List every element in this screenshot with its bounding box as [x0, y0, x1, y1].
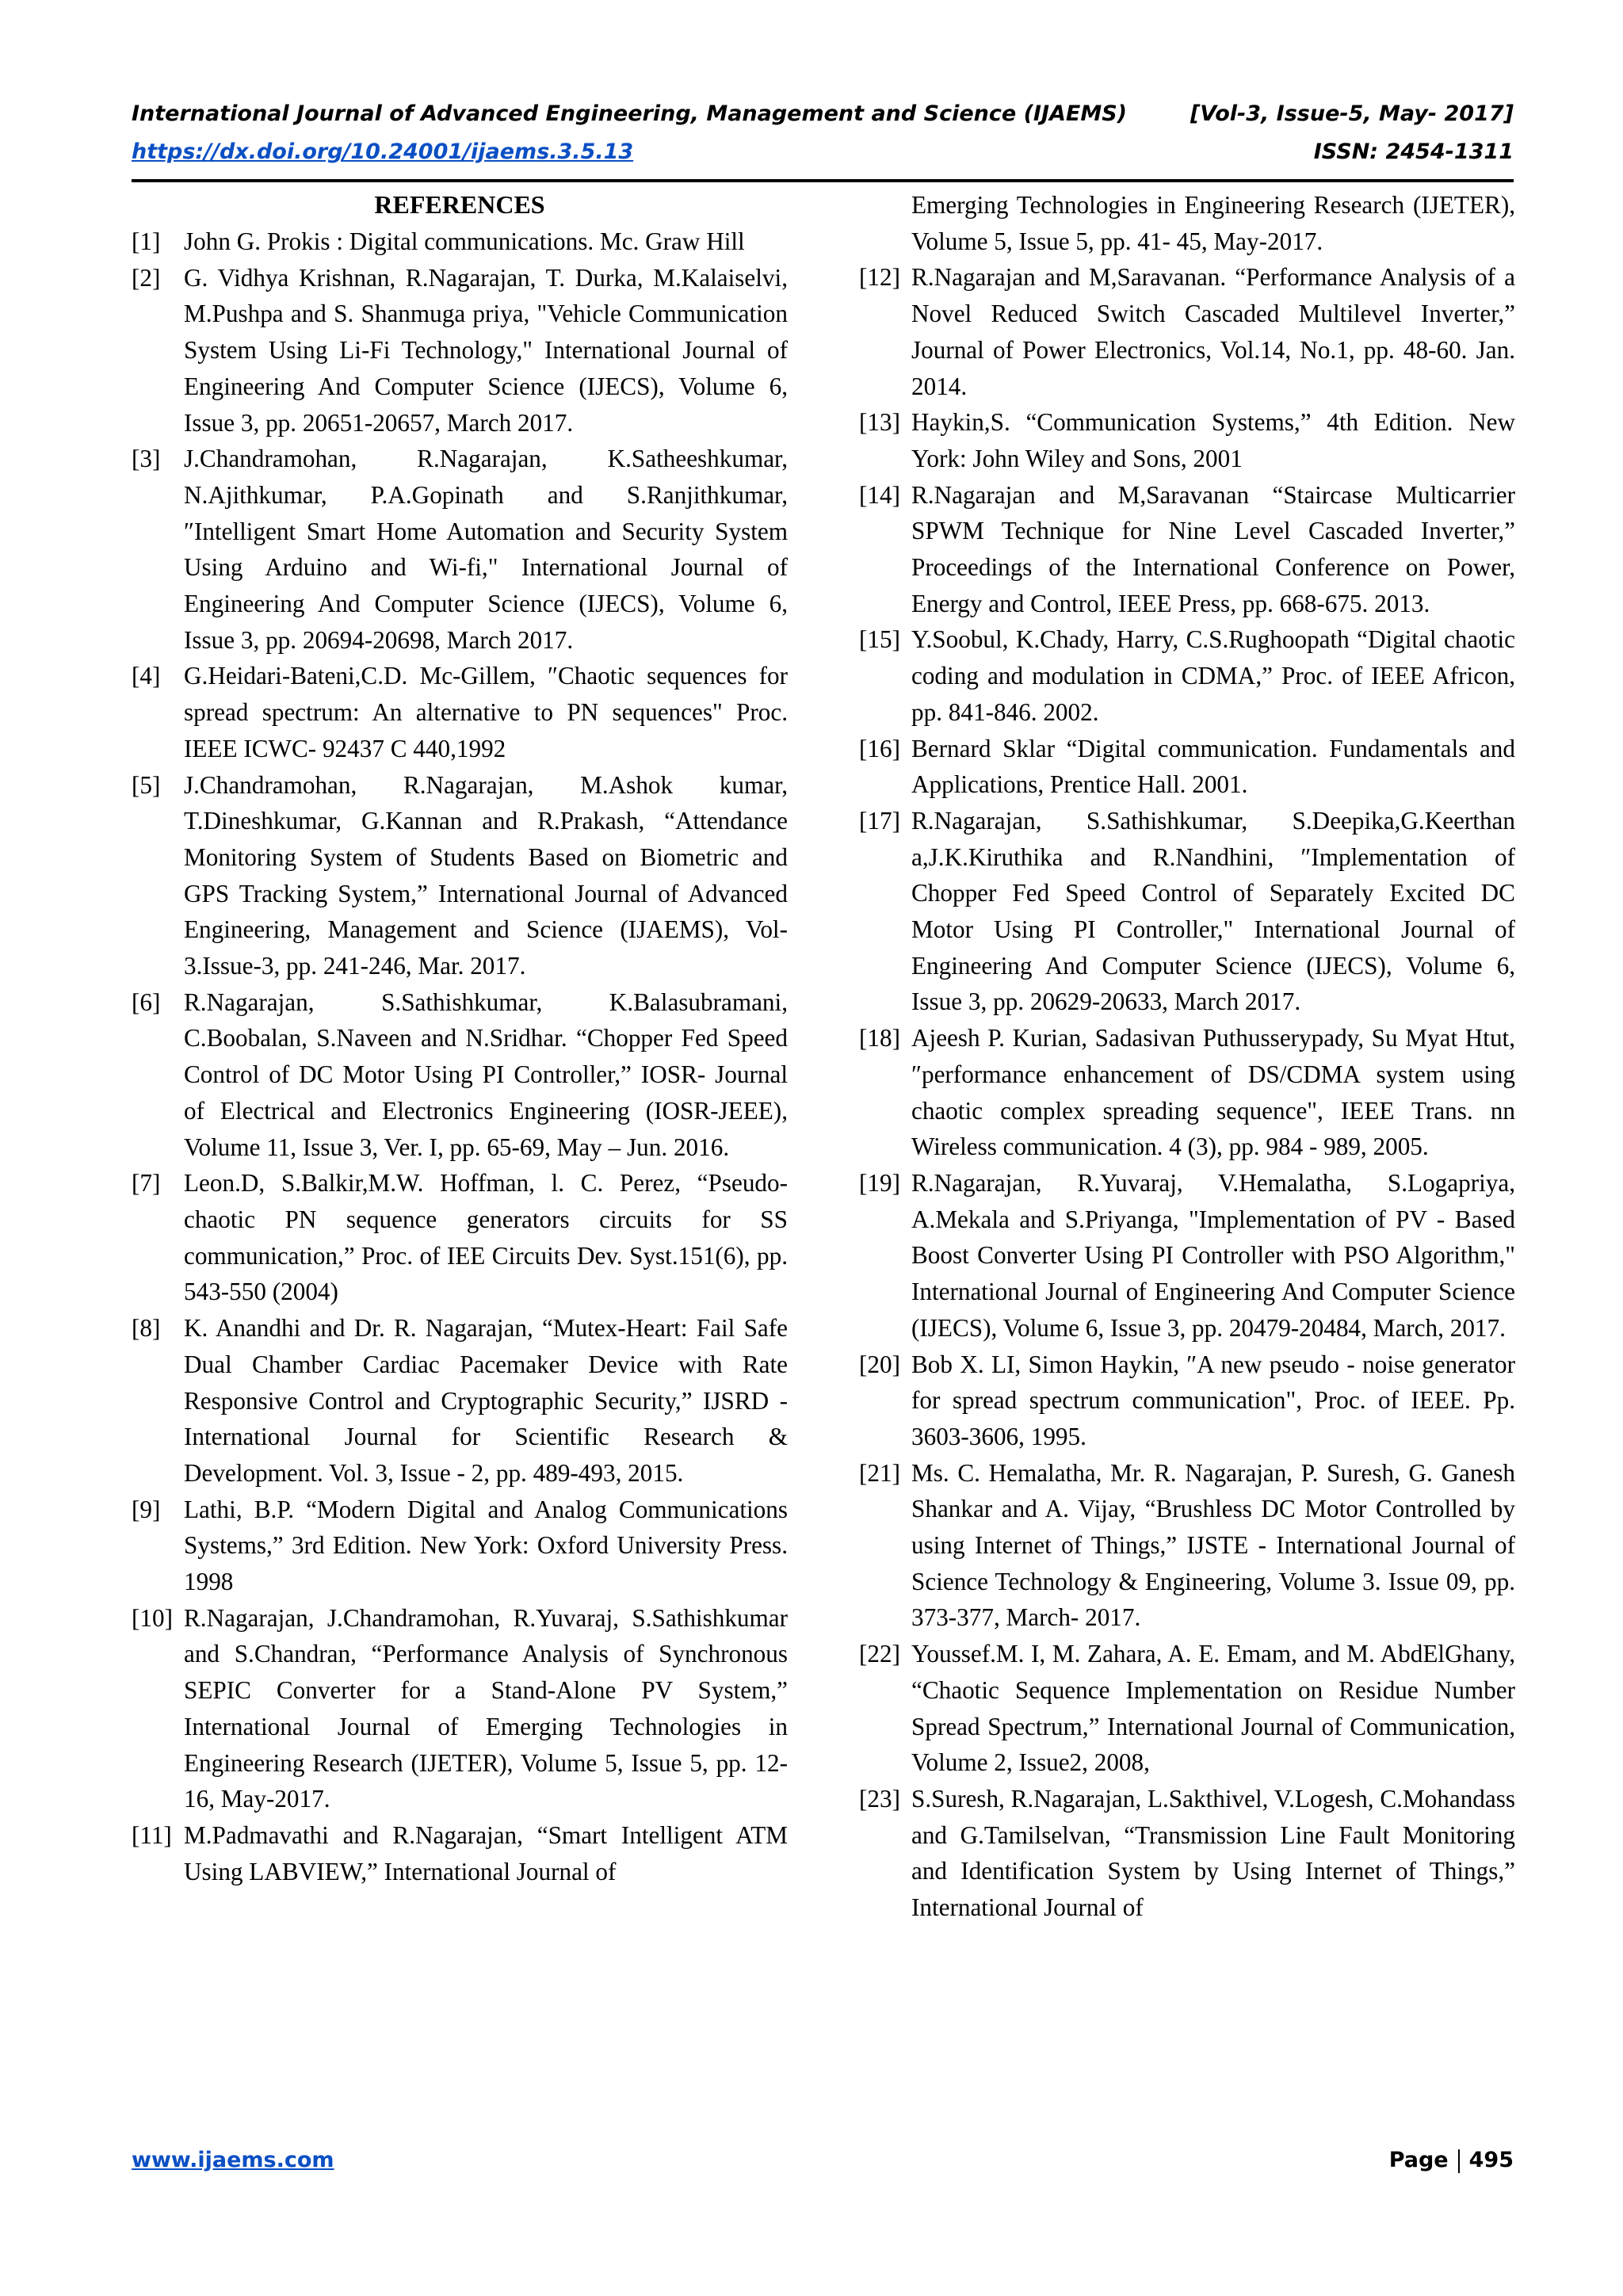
reference-text: Ajeesh P. Kurian, Sadasivan Puthusserypady, Su Myat Htut, ″performance enhancement of DS/CDMA system using chaotic complex spreading sequence", IEEE Trans. nn Wireless communication. 4 (3), pp. 984 - 989, 2005.: [911, 1024, 1515, 1161]
reference-number: [3]: [132, 445, 161, 473]
reference-number: [22]: [859, 1640, 900, 1668]
reference-item: [859, 477, 1515, 622]
reference-item: [132, 658, 788, 766]
reference-text: M.Padmavathi and R.Nagarajan, “Smart Intelligent ATM Using LABVIEW,” International Journal of: [184, 1820, 788, 1885]
reference-number: [4]: [132, 662, 161, 690]
reference-text: R.Nagarajan and M,Saravanan. “Performance Analysis of a Novel Reduced Switch Cascaded Multilevel Inverter,” Journal of Power Electronics, Vol.14, No.1, pp. 48-60. Jan. 2014.: [911, 263, 1515, 400]
reference-text: Emerging Technologies in Engineering Research (IJETER), Volume 5, Issue 5, pp. 41- 45, May-2017.: [911, 191, 1515, 255]
reference-number: [11]: [132, 1820, 172, 1849]
reference-text: J.Chandramohan, R.Nagarajan, K.Satheeshkumar, N.Ajithkumar, P.A.Gopinath and S.Ranjithkumar, ″Intelligent Smart Home Automation and Security System Using Arduino and Wi-fi," International Journal of Engineering And Computer Science (IJECS), Volume 6, Issue 3, pp. 20694-20698, March 2017.: [184, 445, 788, 654]
reference-text: K. Anandhi and Dr. R. Nagarajan, “Mutex-Heart: Fail Safe Dual Chamber Cardiac Pacemaker Device with Rate Responsive Control and Cryptographic Security,” IJSRD - International Journal for Scientific Research & Development. Vol. 3, Issue - 2, pp. 489-493, 2015.: [184, 1314, 788, 1487]
reference-item: [859, 803, 1515, 1020]
reference-text: R.Nagarajan, S.Sathishkumar, S.Deepika,G.Keerthan a,J.K.Kiruthika and R.Nandhini, ″Implementation of Chopper Fed Speed Control of Separately Excited DC Motor Using PI Controller," International Journal of Engineering And Computer Science (IJECS), Volume 6, Issue 3, pp. 20629-20633, March 2017.: [911, 806, 1515, 1016]
reference-number: [21]: [859, 1458, 900, 1487]
reference-item: [132, 223, 788, 260]
reference-item: [132, 767, 788, 984]
reference-text: Bob X. LI, Simon Haykin, ″A new pseudo - noise generator for spread spectrum communication", Proc. of IEEE. Pp. 3603-3606, 1995.: [911, 1350, 1515, 1450]
reference-item: [859, 1636, 1515, 1781]
reference-text: G. Vidhya Krishnan, R.Nagarajan, T. Durka, M.Kalaiselvi, M.Pushpa and S. Shanmuga priya, "Vehicle Communication System Using Li-Fi Technology," International Journal of Engineering And Computer Science (IJECS), Volume 6, Issue 3, pp. 20651-20657, March 2017.: [184, 263, 788, 437]
reference-number: [14]: [859, 480, 900, 509]
reference-text: Haykin,S. “Communication Systems,” 4th Edition. New York: John Wiley and Sons, 2001: [911, 408, 1515, 472]
reference-text: Y.Soobul, K.Chady, Harry, C.S.Rughoopath “Digital chaotic coding and modulation in CDMA,” Proc. of IEEE Africon, pp. 841-846. 2002.: [911, 625, 1515, 726]
reference-text: J.Chandramohan, R.Nagarajan, M.Ashok kumar, T.Dineshkumar, G.Kannan and R.Prakash, “Attendance Monitoring System of Students Based on Biometric and GPS Tracking System,” International Journal of Advanced Engineering, Management and Science (IJAEMS), Vol-3.Issue-3, pp. 241-246, Mar. 2017.: [184, 770, 788, 980]
reference-item: [859, 1347, 1515, 1455]
website-link[interactable]: www.ijaems.com: [132, 2148, 334, 2172]
reference-number: [15]: [859, 625, 900, 654]
reference-item: [132, 441, 788, 658]
reference-number: [6]: [132, 988, 161, 1016]
reference-number: [19]: [859, 1168, 900, 1197]
reference-number: [13]: [859, 408, 900, 437]
reference-item: [859, 731, 1515, 803]
reference-text: R.Nagarajan, S.Sathishkumar, K.Balasubramani, C.Boobalan, S.Naveen and N.Sridhar. “Chopper Fed Speed Control of DC Motor Using PI Controller,” IOSR- Journal of Electrical and Electronics Engineering (IOSR-JEEE), Volume 11, Issue 3, Ver. I, pp. 65-69, May – Jun. 2016.: [184, 988, 788, 1161]
reference-item: [132, 1310, 788, 1492]
reference-text: G.Heidari-Bateni,C.D. Mc-Gillem, ″Chaotic sequences for spread spectrum: An alternative to PN sequences" Proc. IEEE ICWC- 92437 C 440,1992: [184, 662, 788, 762]
reference-text: R.Nagarajan, J.Chandramohan, R.Yuvaraj, S.Sathishkumar and S.Chandran, “Performance Analysis of Synchronous SEPIC Converter for a Stand-Alone PV System,” International Journal of Emerging Technologies in Engineering Research (IJETER), Volume 5, Issue 5, pp. 12-16, May-2017.: [184, 1603, 788, 1813]
reference-number: [12]: [859, 263, 900, 292]
reference-number: [7]: [132, 1169, 161, 1198]
reference-number: [1]: [132, 227, 161, 255]
reference-item: [132, 984, 788, 1166]
journal-title: International Journal of Advanced Engineering, Management and Science (IJAEMS): [132, 101, 1128, 126]
issue-info: [Vol-3, Issue-5, May- 2017]: [1190, 101, 1514, 126]
reference-item: [859, 1455, 1515, 1637]
right-column: [859, 187, 1515, 1926]
reference-number: [9]: [132, 1495, 161, 1523]
reference-text: Youssef.M. I, M. Zahara, A. E. Emam, and M. AbdElGhany, “Chaotic Sequence Implementation on Residue Number Spread Spectrum,” International Journal of Communication, Volume 2, Issue2, 2008,: [911, 1640, 1515, 1777]
reference-item: [859, 621, 1515, 730]
right-reference-list: [859, 259, 1515, 1925]
reference-text: R.Nagarajan, R.Yuvaraj, V.Hemalatha, S.Logapriya, A.Mekala and S.Priyanga, "Implementation of PV - Based Boost Converter Using PI Controller with PSO Algorithm," International Journal of Engineering And Computer Science (IJECS), Volume 6, Issue 3, pp. 20479-20484, March, 2017.: [911, 1168, 1515, 1342]
header-rule: [132, 179, 1514, 182]
reference-item: [132, 1492, 788, 1600]
reference-item: [859, 1781, 1515, 1926]
reference-number: [10]: [132, 1603, 173, 1632]
reference-text: Bernard Sklar “Digital communication. Fundamentals and Applications, Prentice Hall. 2001.: [911, 734, 1515, 799]
doi-link[interactable]: https://dx.doi.org/10.24001/ijaems.3.5.13: [132, 139, 634, 164]
reference-number: [20]: [859, 1350, 900, 1378]
reference-text: Leon.D, S.Balkir,M.W. Hoffman, l. C. Perez, “Pseudo-chaotic PN sequence generators circuits for SS communication,” Proc. of IEE Circuits Dev. Syst.151(6), pp. 543-550 (2004): [184, 1169, 788, 1306]
reference-number: [17]: [859, 806, 900, 835]
reference-text: R.Nagarajan and M,Saravanan “Staircase Multicarrier SPWM Technique for Nine Level Cascaded Inverter,” Proceedings of the International Conference on Power, Energy and Control, IEEE Press, pp. 668-675. 2013.: [911, 480, 1515, 617]
reference-item: [132, 260, 788, 441]
reference-item: [132, 1165, 788, 1310]
reference-item: [859, 259, 1515, 404]
reference-text: John G. Prokis : Digital communications. Mc. Graw Hill: [184, 227, 745, 255]
page-separator: [1458, 2149, 1460, 2173]
reference-number: [2]: [132, 263, 161, 292]
issn: ISSN: 2454-1311: [1313, 139, 1514, 164]
left-reference-list: [132, 223, 788, 1889]
page-number: [1389, 2148, 1514, 2173]
page-label: Page: [1388, 2148, 1449, 2172]
reference-continuation: [859, 187, 1515, 259]
left-column: [132, 187, 788, 1889]
reference-item: [859, 404, 1515, 476]
page-number-value: 495: [1468, 2148, 1514, 2172]
references-heading: REFERENCES: [374, 190, 545, 219]
reference-item: [132, 1817, 788, 1889]
reference-item: [859, 1165, 1515, 1347]
reference-text: Lathi, B.P. “Modern Digital and Analog Communications Systems,” 3rd Edition. New York: Oxford University Press. 1998: [184, 1495, 788, 1596]
reference-number: [16]: [859, 734, 900, 762]
reference-item: [132, 1600, 788, 1817]
reference-number: [18]: [859, 1024, 900, 1052]
reference-number: [8]: [132, 1314, 161, 1343]
reference-text: Ms. C. Hemalatha, Mr. R. Nagarajan, P. Suresh, G. Ganesh Shankar and A. Vijay, “Brushless DC Motor Controlled by using Internet of Things,” IJSTE - International Journal of Science Technology & Engineering, Volume 3. Issue 09, pp. 373-377, March- 2017.: [911, 1458, 1515, 1632]
reference-number: [23]: [859, 1784, 900, 1813]
reference-text: S.Suresh, R.Nagarajan, L.Sakthivel, V.Logesh, C.Mohandass and G.Tamilselvan, “Transmission Line Fault Monitoring and Identification System by Using Internet of Things,” International Journal of: [911, 1784, 1516, 1922]
reference-number: [5]: [132, 770, 161, 799]
reference-item: [859, 1020, 1515, 1165]
